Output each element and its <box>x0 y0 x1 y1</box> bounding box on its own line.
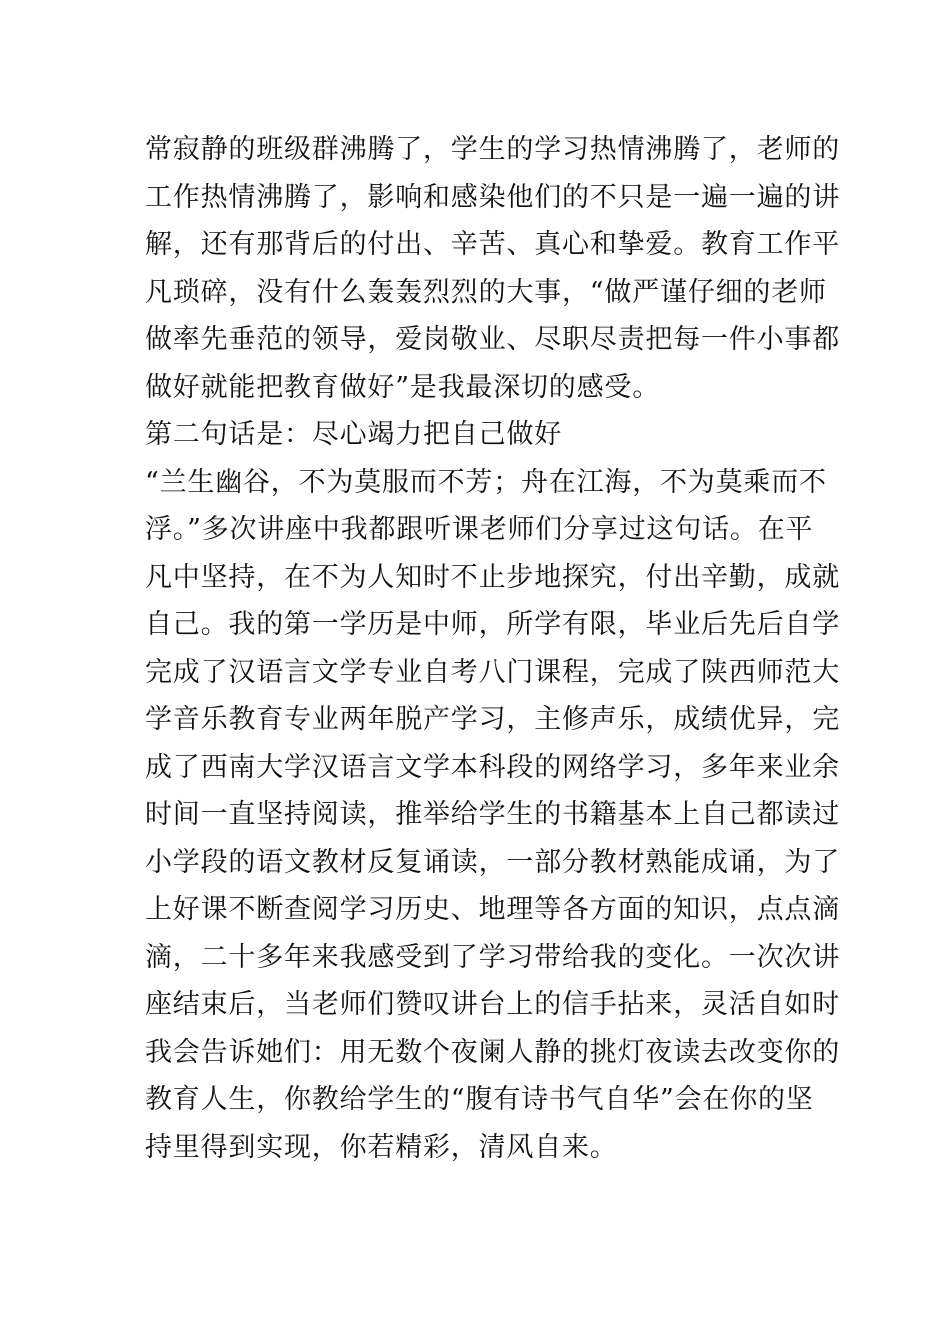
text-line: 座结束后，当老师们赞叹讲台上的信手拈来，灵活自如时 <box>145 989 840 1020</box>
text-line: 凡琐碎，没有什么轰轰烈烈的大事，“做严谨仔细的老师 <box>145 276 827 308</box>
text-line: 解，还有那背后的付出、辛苦、真心和挚爱。教育工作平 <box>145 229 840 260</box>
text-line: 小学段的语文教材反复诵读，一部分教材熟能成诵，为了 <box>145 846 840 878</box>
text-line: 成了西南大学汉语言文学本科段的网络学习，多年来业余 <box>145 751 840 783</box>
text-line: 凡中坚持，在不为人知时不止步地探究，付出辛勤，成就 <box>145 561 840 593</box>
text-line: 浮。”多次讲座中我都跟听课老师们分享过这句话。在平 <box>145 514 814 545</box>
text-line: 滴，二十多年来我感受到了学习带给我的变化。一次次讲 <box>145 941 840 973</box>
text-line: 持里得到实现，你若精彩，清风自来。 <box>145 1131 618 1163</box>
body-text <box>145 126 840 1171</box>
text-line: 常寂静的班级群沸腾了，学生的学习热情沸腾了，老师的 <box>145 134 840 165</box>
section-heading: 第二句话是：尽心竭力把自己做好 <box>145 419 562 450</box>
text-line: 工作热情沸腾了，影响和感染他们的不只是一遍一遍的讲 <box>145 181 840 213</box>
text-line: 教育人生，你教给学生的“腹有诗书气自华”会在你的坚 <box>145 1084 814 1115</box>
text-line: 做好就能把教育做好”是我最深切的感受。 <box>145 371 661 403</box>
text-line: 自己。我的第一学历是中师，所学有限，毕业后先后自学 <box>145 609 840 640</box>
text-line: 我会告诉她们：用无数个夜阑人静的挑灯夜读去改变你的 <box>145 1036 840 1068</box>
text-line: 完成了汉语言文学专业自考八门课程，完成了陕西师范大 <box>145 656 840 688</box>
text-line: “兰生幽谷，不为莫服而不芳；舟在江海，不为莫乘而不 <box>145 466 827 498</box>
text-line: 上好课不断查阅学习历史、地理等各方面的知识，点点滴 <box>145 894 840 925</box>
text-line: 做率先垂范的领导，爱岗敬业、尽职尽责把每一件小事都 <box>145 324 840 355</box>
text-line: 时间一直坚持阅读，推举给学生的书籍基本上自己都读过 <box>145 799 840 830</box>
text-line: 学音乐教育专业两年脱产学习，主修声乐，成绩优异，完 <box>145 704 840 735</box>
